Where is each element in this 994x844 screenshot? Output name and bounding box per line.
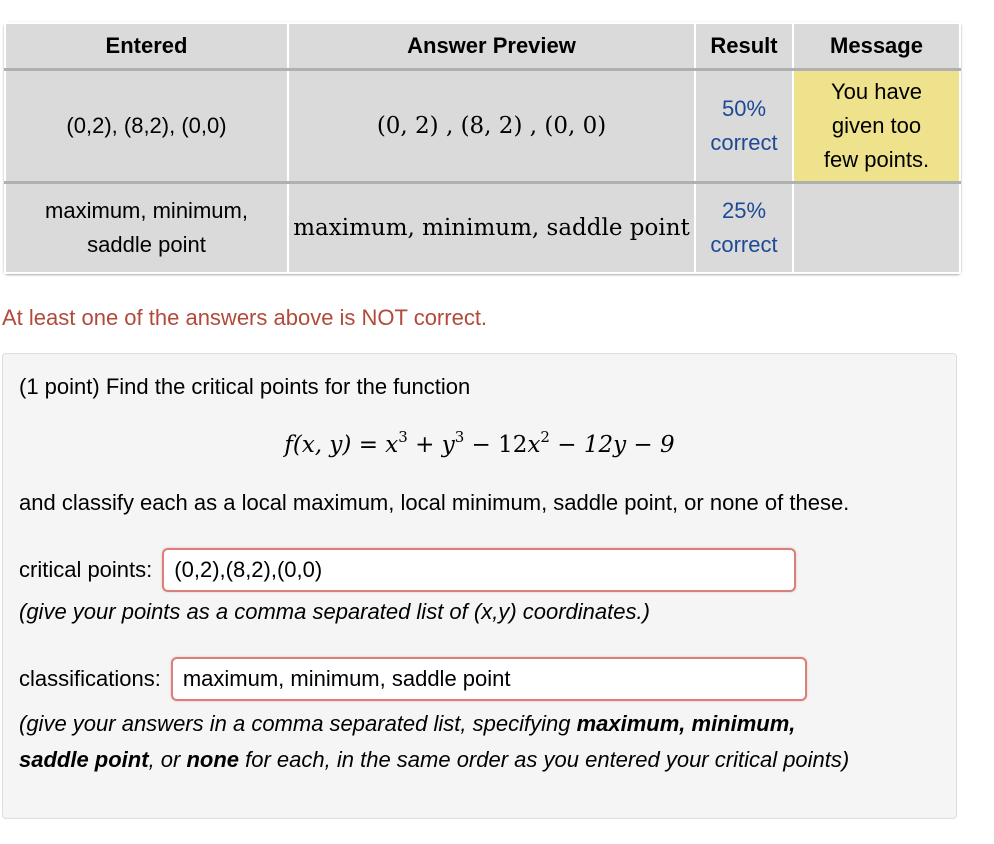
critical-points-input[interactable]: (0,2),(8,2),(0,0)	[162, 548, 796, 592]
formula-exponent: 3	[454, 428, 465, 446]
message-line: You have	[831, 79, 922, 104]
table-row	[5, 70, 960, 183]
result-label: correct	[710, 130, 778, 155]
formula-lhs: f(x, y) = x	[284, 432, 399, 458]
result-percent: 50%	[721, 96, 767, 121]
hint-emphasis: none	[186, 747, 240, 772]
formula-exponent: 3	[398, 428, 408, 446]
classifications-input[interactable]: maximum, minimum, saddle point	[171, 657, 807, 701]
feedback-not-correct: At least one of the answers above is NOT correct.	[2, 305, 488, 330]
message-line: given too	[831, 113, 922, 138]
classifications-label: classifications:	[19, 666, 161, 691]
entered-line: maximum, minimum,	[45, 198, 248, 223]
message-cell	[793, 183, 960, 274]
formula-coefficient: 12	[498, 432, 528, 458]
classify-instructions: and classify each as a local maximum, local minimum, saddle point, or none of these.	[19, 490, 850, 515]
hint-emphasis: maximum, minimum,	[576, 711, 796, 736]
critical-points-label: critical points:	[19, 557, 153, 582]
problem-panel	[2, 353, 957, 819]
result-cell	[695, 183, 793, 274]
entered-line: saddle point	[87, 232, 206, 257]
result-label: correct	[710, 232, 778, 257]
function-formula	[3, 428, 956, 458]
hint-emphasis: saddle point	[19, 747, 149, 772]
critical-points-hint: (give your points as a comma separated list of (x,y) coordinates.)	[19, 599, 650, 624]
hint-text: for each, in the same order as you entered your critical points)	[239, 747, 850, 772]
hint-text: , or	[148, 747, 187, 772]
header-message: Message	[793, 23, 960, 70]
header-entered: Entered	[5, 23, 288, 70]
problem-intro: (1 point) Find the critical points for the function	[19, 374, 471, 399]
formula-term: x	[527, 432, 541, 458]
header-result: Result	[695, 23, 793, 70]
formula-term: + y	[407, 432, 455, 458]
formula-exponent: 2	[540, 428, 550, 446]
result-cell	[695, 70, 793, 183]
table-row	[5, 183, 960, 274]
header-answer-preview: Answer Preview	[288, 23, 695, 70]
message-cell	[793, 70, 960, 183]
message-line: few points.	[823, 147, 930, 172]
formula-operator: −	[464, 432, 499, 458]
entered-cell	[5, 183, 288, 274]
preview-cell: maximum, minimum, saddle point	[288, 183, 695, 274]
preview-cell: (0, 2) , (8, 2) , (0, 0)	[288, 70, 695, 183]
classifications-row	[19, 657, 807, 701]
entered-cell: (0,2), (8,2), (0,0)	[5, 70, 288, 183]
result-percent: 25%	[721, 198, 767, 223]
classifications-hint	[19, 706, 944, 778]
results-table	[4, 22, 961, 274]
hint-text: (give your answers in a comma separated list, specifying	[19, 711, 577, 736]
formula-tail: − 12y − 9	[549, 432, 675, 458]
critical-points-row	[19, 548, 796, 592]
